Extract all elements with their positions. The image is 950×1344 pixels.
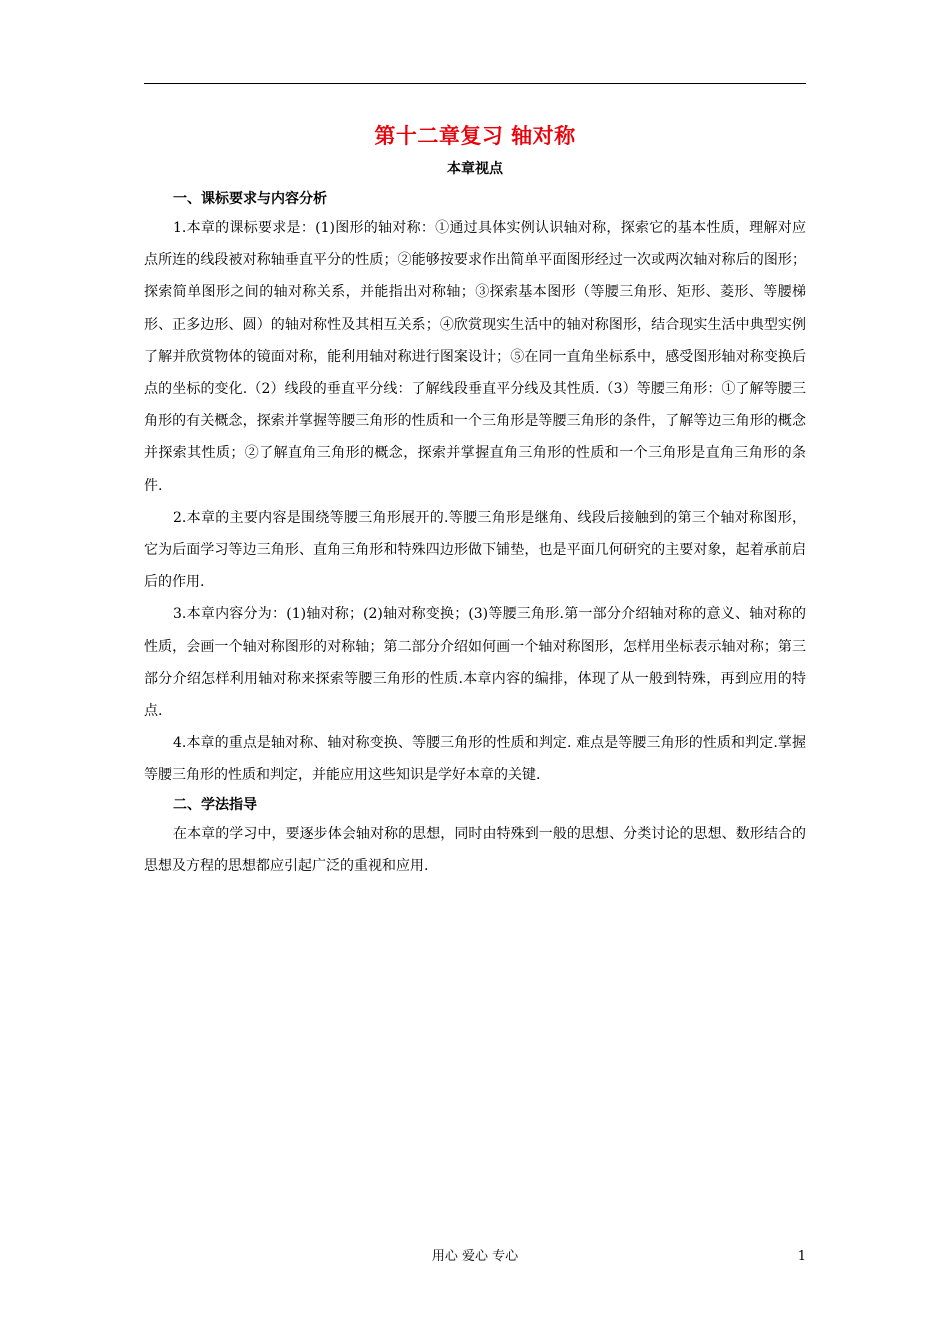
section-heading: 一、课标要求与内容分析 xyxy=(173,191,327,207)
section-requirements xyxy=(144,186,806,792)
section-heading: 二、学法指导 xyxy=(173,796,257,813)
paragraph: 4.本章的重点是轴对称、轴对称变换、等腰三角形的性质和判定. 难点是等腰三角形的性质和判定.掌握等腰三角形的性质和判定，并能应用这些知识是学好本章的关键. xyxy=(144,735,806,784)
document-title: 第十二章复习 轴对称 xyxy=(374,124,576,148)
page-number: 1 xyxy=(797,1249,806,1264)
section-study-guide xyxy=(144,792,806,882)
document-subtitle: 本章视点 xyxy=(447,161,503,177)
paragraph: 2.本章的主要内容是围绕等腰三角形展开的.等腰三角形是继角、线段后接触到的第三个轴对称图形，它为后面学习等边三角形、直角三角形和特殊四边形做下铺垫，也是平面几何研究的主要对象，起着承前启后的作用. xyxy=(144,509,806,591)
footer-motto: 用心 爱心 专心 xyxy=(431,1249,519,1264)
paragraph: 在本章的学习中，要逐步体会轴对称的思想，同时由特殊到一般的思想、分类讨论的思想、数形结合的思想及方程的思想都应引起广泛的重视和应用. xyxy=(144,825,806,874)
document-body xyxy=(144,118,806,882)
paragraph: 3.本章内容分为：(1)轴对称；(2)轴对称变换；(3)等腰三角形.第一部分介绍轴对称的意义、轴对称的性质，会画一个轴对称图形的对称轴；第二部分介绍如何画一个轴对称图形，怎样用坐标表示轴对称；第三部分介绍怎样利用轴对称来探索等腰三角形的性质.本章内容的编排，体现了从一般到特殊，再到应用的特点. xyxy=(144,606,806,720)
paragraph: 1.本章的课标要求是：(1)图形的轴对称：①通过具体实例认识轴对称，探索它的基本性质，理解对应点所连的线段被对称轴垂直平分的性质；②能够按要求作出简单平面图形经过一次或两次轴对称后的图形；探索简单图形之间的轴对称关系，并能指出对称轴；③探索基本图形（等腰三角形、矩形、菱形、等腰梯形、正多边形、圆）的轴对称性及其相互关系；④欣赏现实生活中的轴对称图形，结合现实生活中典型实例了解并欣赏物体的镜面对称，能利用轴对称进行图案设计；⑤在同一直角坐标系中，感受图形轴对称变换后点的坐标的变化.（2）线段的垂直平分线：了解线段垂直平分线及其性质.（3）等腰三角形：①了解等腰三角形的有关概念，探索并掌握等腰三角形的性质和一个三角形是等腰三角形的条件，了解等边三角形的概念并探索其性质；②了解直角三角形的概念，探索并掌握直角三角形的性质和一个三角形是直角三角形的条件. xyxy=(144,220,806,494)
header-rule xyxy=(144,83,806,84)
